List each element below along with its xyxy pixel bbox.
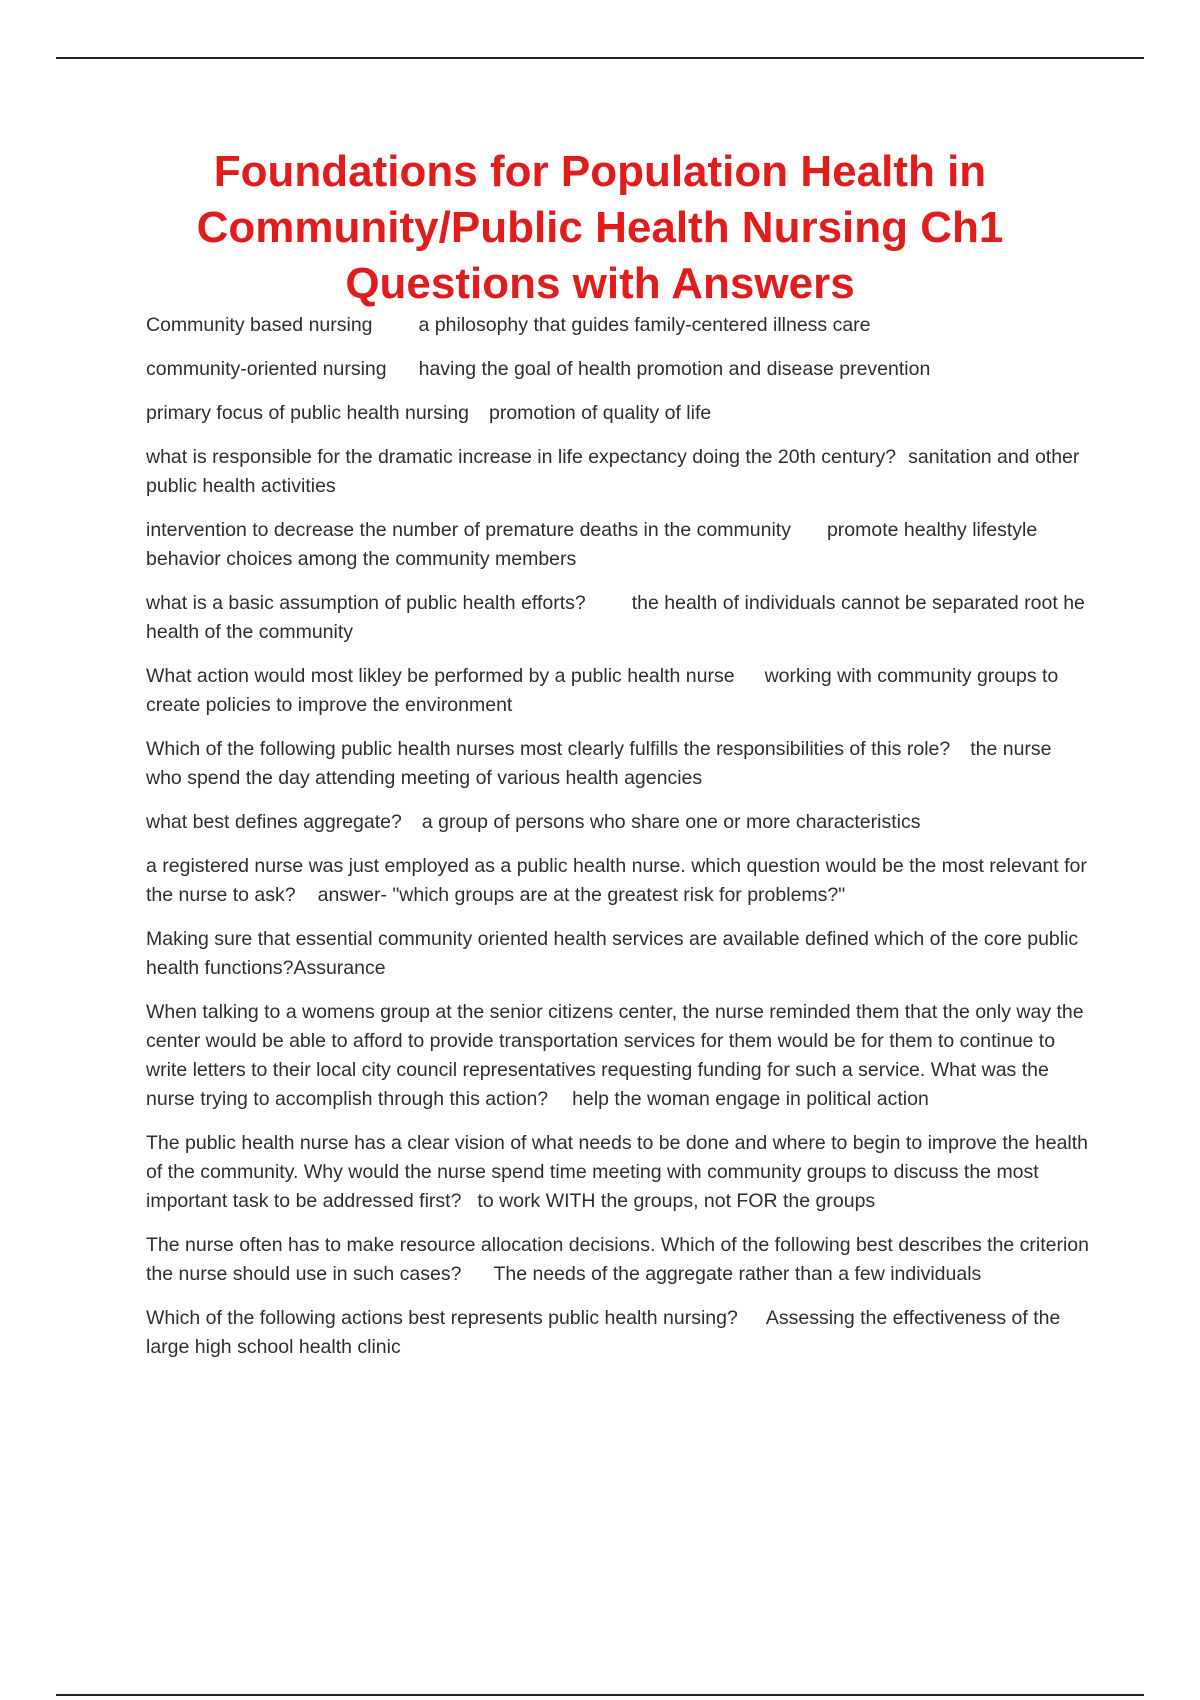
bottom-rule [56,1694,1144,1696]
answer: Assessing the effectiveness of the large high school health clinic [146,1307,1061,1358]
question: community-oriented nursing [146,358,387,380]
qa-item-4 [146,443,1091,501]
document-title: Foundations for Population Health in Community/Public Health Nursing Ch1 Questions with Answers [196,147,1004,308]
question: Making sure that essential community oriented health services are available defined which of the core public health functions? [146,928,1079,979]
answer: promote healthy lifestyle behavior choices among the community members [146,519,1038,570]
answer: a group of persons who share one or more characteristics [421,811,921,833]
answer: working with community groups to create policies to improve the environment [146,665,1059,716]
answer: The needs of the aggregate rather than a few individuals [493,1263,982,1285]
answer: to work WITH the groups, not FOR the groups [477,1190,876,1212]
qa-item-9 [146,808,1091,837]
answer: answer- "which groups are at the greatest risk for problems?" [317,884,846,906]
qa-item-11 [146,925,1091,983]
question: The public health nurse has a clear vision of what needs to be done and where to begin to improve the health of the community. Why would the nurse spend time meeting with community groups to discuss the most important task to be addressed first? [146,1132,1089,1212]
question: primary focus of public health nursing [146,402,469,424]
answer: a philosophy that guides family-centered illness care [418,314,871,336]
qa-item-5 [146,516,1091,574]
qa-item-3 [146,399,1091,428]
answer: Assurance [293,957,386,979]
question: The nurse often has to make resource allocation decisions. Which of the following best describes the criterion the nurse should use in such cases? [146,1234,1089,1285]
qa-list [146,311,1091,1377]
qa-item-12 [146,998,1091,1114]
answer: having the goal of health promotion and disease prevention [418,358,931,380]
question: What action would most likley be performed by a public health nurse [146,665,735,687]
question: intervention to decrease the number of premature deaths in the community [146,519,791,541]
answer: the health of individuals cannot be separated root he health of the community [146,592,1085,643]
question: Which of the following actions best represents public health nursing? [146,1307,738,1329]
qa-item-1 [146,311,1091,340]
question: what is a basic assumption of public health efforts? [146,592,586,614]
qa-item-15 [146,1304,1091,1362]
question: When talking to a womens group at the senior citizens center, the nurse reminded them that the only way the center would be able to afford to provide transportation services for them would be for them to continue to write letters to their local city council representatives requesting funding for such a service. What was the nurse trying to accomplish through this action? [146,1001,1084,1110]
question: a registered nurse was just employed as a public health nurse. which question would be the most relevant for the nurse to ask? [146,855,1087,906]
top-rule [56,57,1144,59]
answer: help the woman engage in political action [572,1088,929,1110]
qa-item-14 [146,1231,1091,1289]
answer: sanitation and other public health activities [146,446,1080,497]
qa-item-6 [146,589,1091,647]
qa-item-8 [146,735,1091,793]
question: what best defines aggregate? [146,811,402,833]
qa-item-7 [146,662,1091,720]
question: Community based nursing [146,314,373,336]
qa-item-2 [146,355,1091,384]
question: Which of the following public health nurses most clearly fulfills the responsibilities of this role? [146,738,951,760]
answer: promotion of quality of life [489,402,712,424]
answer: the nurse who spend the day attending meeting of various health agencies [146,738,1052,789]
qa-item-13 [146,1129,1091,1216]
qa-item-10 [146,852,1091,910]
question: what is responsible for the dramatic increase in life expectancy doing the 20th century? [146,446,897,468]
